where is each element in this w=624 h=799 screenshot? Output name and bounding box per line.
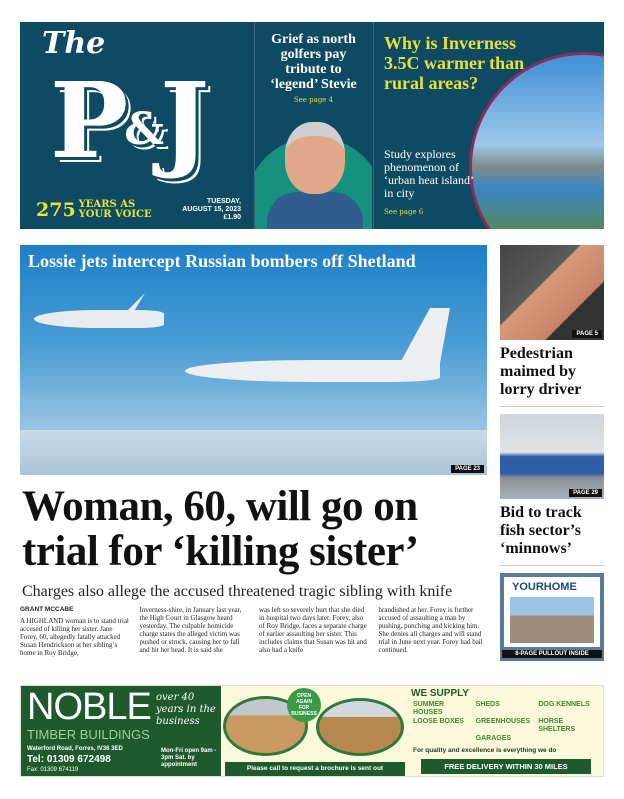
pedestrian-headline[interactable]: Pedestrian maimed by lorry driver (500, 345, 582, 398)
fish-headline[interactable]: Bid to track fish sector’s ‘minnows’ (500, 504, 582, 557)
pullout-tag: 8-PAGE PULLOUT INSIDE (502, 650, 602, 658)
golf-see-page: See page 4 (293, 96, 334, 104)
price: £1.90 (223, 214, 241, 221)
supply-item: SHEDS (475, 701, 500, 708)
stevie-photo (267, 192, 363, 229)
lead-story (20, 484, 490, 657)
issue-date: TUESDAY, AUGUST 15, 2023 £1.90 (182, 198, 241, 221)
inverness-see-page: See page 6 (384, 208, 424, 216)
column-1: A HIGHLAND woman is to stand trial accused of killing her sister. Jane Forey, 60, allegedly fatally attacked Susan Hendrickson at her sibling’s home in Roy Bridge, (20, 617, 129, 657)
fishing-boat-photo[interactable] (500, 414, 604, 499)
supply-item: SUMMER HOUSES (413, 701, 445, 716)
open-badge: OPEN AGAIN FOR BUSINESS (287, 688, 321, 722)
advert-fax: Fax: 01309 674119 (27, 767, 79, 773)
lead-body (20, 606, 490, 657)
advert-address: Waterford Road, Forres, IV36 3ED (27, 746, 123, 752)
divider (500, 565, 604, 566)
golf-headline: Grief as north golfers pay tribute to ‘legend’ Stevie (270, 32, 357, 92)
masthead (20, 22, 604, 229)
logo-pj: P&J (50, 59, 206, 182)
pedestrian-photo[interactable] (500, 245, 604, 340)
column-3: was left so severely hurt that she died in hospital two days later. Forey, also of Roy Bridge, faces a separate charge of earlier assaulting her sister. This includes claims that Susan was hit and also had a knife (259, 606, 367, 654)
supply-item: DOG KENNELS (538, 701, 590, 708)
yourhome-pullout[interactable] (500, 573, 604, 661)
supply-list (413, 701, 599, 743)
divider (500, 406, 604, 407)
summerhouse-photo-2 (316, 698, 404, 756)
bomber-jet (185, 360, 440, 382)
advert-tagline: over 40 years in the business (156, 692, 216, 727)
advert-hours: Mon-Fri open 9am - 3pm Sat. by appointment (161, 748, 217, 768)
hero-photo[interactable] (20, 245, 487, 475)
logo-the: The (42, 26, 106, 61)
inverness-teaser[interactable] (373, 22, 604, 229)
quality-line: For quality and excellence is everything we do (413, 747, 557, 754)
supply-item: GARAGES (475, 735, 512, 742)
hero-headline: Lossie jets intercept Russian bombers off Shetland (28, 251, 416, 271)
pj-logo[interactable] (20, 22, 253, 229)
inverness-standfirst: Study explores phenomenon of ‘urban heat island’ in city (384, 147, 474, 200)
brochure-banner: Please call to request a brochure is sent out (225, 762, 405, 776)
column-2: Inverness-shire, in January last year, the High Court in Glasgow heard yesterday. The culpable homicide charge states the alleged victim was pushed or struck, causing her to fall and hit her head. It is said she (139, 606, 242, 654)
side-column (500, 245, 604, 661)
hero-page-tag: PAGE 23 (451, 465, 484, 473)
page-tag: PAGE 29 (569, 489, 602, 497)
supply-item: GREENHOUSES (475, 718, 531, 725)
lead-headline[interactable]: Woman, 60, will go on trial for ‘killing sister’ (22, 483, 419, 575)
golf-teaser[interactable] (254, 22, 372, 229)
supply-item: LOOSE BOXES (413, 718, 464, 725)
noble-advert[interactable] (20, 685, 604, 777)
supply-title: WE SUPPLY (411, 688, 469, 699)
advert-name: NOBLE (27, 686, 151, 728)
page-tag: PAGE 5 (572, 330, 602, 338)
cloud-layer (20, 430, 487, 475)
column-4: brandished at her. Forey is further accused of assaulting a man by pushing, punching and kicking him. She denies all charges and will stand trial in June next year. Forey had bail continued. (378, 606, 483, 654)
anniversary-badge: 275 YEARS AS YOUR VOICE (36, 199, 152, 221)
inverness-headline: Why is Inverness 3.5C warmer than rural areas? (384, 33, 525, 93)
stevie-face (285, 122, 345, 194)
yourhome-brand: YOURHOME (512, 581, 577, 593)
advert-sub: TIMBER BUILDINGS (27, 727, 150, 742)
delivery-banner: FREE DELIVERY WITHIN 30 MILES (421, 759, 591, 774)
byline: GRANT MCCABE (20, 606, 74, 613)
advert-phone: Tel: 01309 672498 (27, 754, 111, 765)
bomber-tail (400, 308, 450, 363)
lead-subhead: Charges also allege the accused threatened tragic sibling with knife (22, 583, 453, 600)
typhoon-jet (34, 310, 164, 328)
advert-brand-panel (21, 686, 221, 777)
supply-item: HORSE SHELTERS (538, 718, 576, 733)
house-photo (510, 597, 594, 643)
